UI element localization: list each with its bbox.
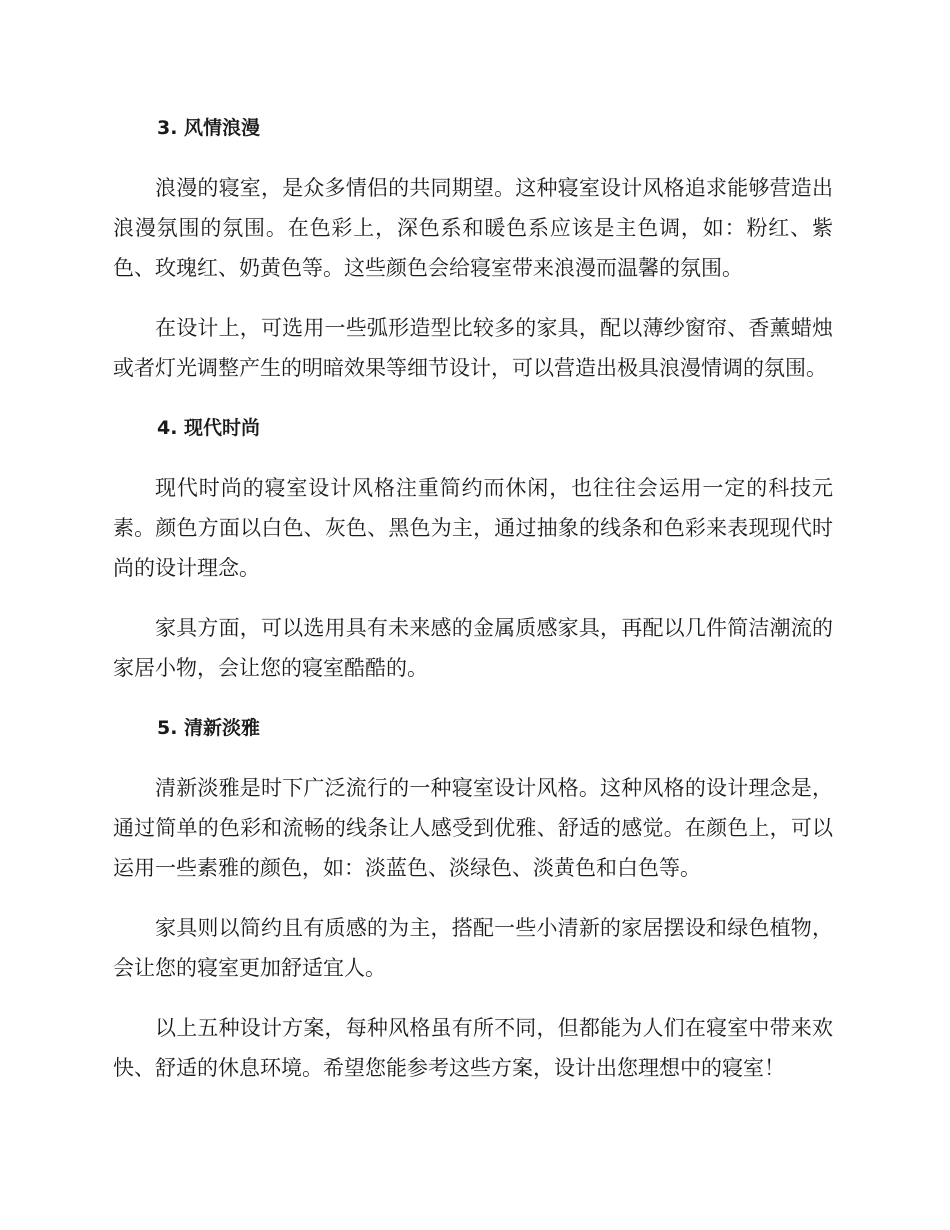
- paragraph: 家具则以简约且有质感的为主，搭配一些小清新的家居摆设和绿色植物，会让您的寝室更加舒适宜人。: [113, 916, 833, 980]
- document-body: [113, 108, 833, 1108]
- paragraph: 在设计上，可选用一些弧形造型比较多的家具，配以薄纱窗帘、香薰蜡烛或者灯光调整产生的明暗效果等细节设计，可以营造出极具浪漫情调的氛围。: [113, 316, 833, 380]
- paragraph: 家具方面，可以选用具有未来感的金属质感家具，再配以几件简洁潮流的家居小物，会让您的寝室酷酷的。: [113, 616, 833, 680]
- section-heading-fresh: 5. 清新淡雅: [157, 717, 261, 739]
- paragraph: 现代时尚的寝室设计风格注重简约而休闲，也往往会运用一定的科技元素。颜色方面以白色、灰色、黑色为主，通过抽象的线条和色彩来表现现代时尚的设计理念。: [113, 476, 833, 580]
- section-heading-modern: 4. 现代时尚: [157, 417, 261, 439]
- paragraph: 清新淡雅是时下广泛流行的一种寝室设计风格。这种风格的设计理念是，通过简单的色彩和流畅的线条让人感受到优雅、舒适的感觉。在颜色上，可以运用一些素雅的颜色，如：淡蓝色、淡绿色、淡黄色和白色等。: [113, 776, 833, 880]
- conclusion-paragraph: 以上五种设计方案，每种风格虽有所不同，但都能为人们在寝室中带来欢快、舒适的休息环境。希望您能参考这些方案，设计出您理想中的寝室！: [113, 1016, 833, 1080]
- paragraph: 浪漫的寝室，是众多情侣的共同期望。这种寝室设计风格追求能够营造出浪漫氛围的氛围。在色彩上，深色系和暖色系应该是主色调，如：粉红、紫色、玫瑰红、奶黄色等。这些颜色会给寝室带来浪漫而温馨的氛围。: [113, 176, 833, 280]
- section-heading-romantic: 3. 风情浪漫: [157, 117, 261, 139]
